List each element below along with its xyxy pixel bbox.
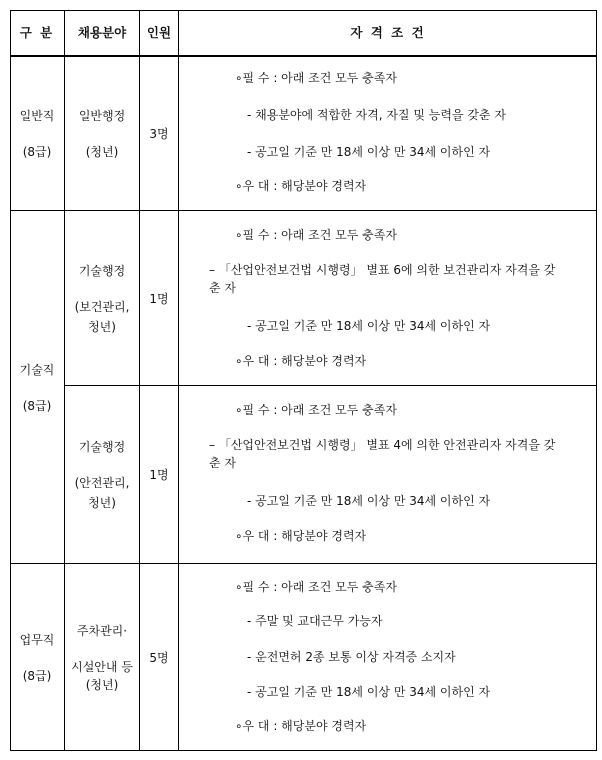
field-detail: (안전관리, [74,476,130,490]
headcount: 1명 [149,291,169,306]
required-line: ∘필 수 : 아래 조건 모두 충족자 [235,580,397,594]
field-name: 기술행정 [78,263,126,278]
preferred-line: ∘우 대 : 해당분야 경력자 [235,354,367,368]
field-name: 일반행정 [78,108,126,123]
qualification-cell [179,57,597,210]
header-category: 구 분 [19,25,55,40]
category-grade: (8급) [22,398,52,413]
row-divider [10,563,597,564]
field-detail: (보건관리, [74,299,130,314]
condition-line: - 운전면허 2종 보통 이상 자격증 소지자 [247,650,456,664]
category-grade: (8급) [22,668,52,683]
field-name-cont: 시설안내 등 [71,659,133,674]
field-detail: (청년) [85,144,119,159]
count-cell [140,212,178,385]
condition-line: - 채용분야에 적합한 자격, 자질 및 능력을 갖춘 자 [247,108,506,122]
condition-line-cont: 춘 자 [209,456,236,470]
condition-line: – 「산업안전보건법 시행령」 별표 6에 의한 보건관리자 자격을 갖 [209,263,556,277]
headcount: 1명 [149,468,169,482]
header-count: 인원 [146,25,172,40]
field-cell [65,212,139,385]
field-detail: (청년) [85,677,119,692]
condition-line: – 「산업안전보건법 시행령」 별표 4에 의한 안전관리자 자격을 갖 [209,438,556,452]
condition-line: - 공고일 기준 만 18세 이상 만 34세 이하인 자 [247,145,491,159]
required-line: ∘필 수 : 아래 조건 모두 충족자 [235,403,397,417]
condition-line: - 주말 및 교대근무 가능자 [247,614,383,628]
required-line: ∘필 수 : 아래 조건 모두 충족자 [235,228,397,242]
header-field: 채용분야 [77,25,127,40]
field-cell [65,387,139,563]
category-cell [10,212,64,563]
required-line: ∘필 수 : 아래 조건 모두 충족자 [235,71,397,85]
qualification-cell [179,212,597,385]
category-cell [10,565,64,750]
condition-line-cont: 춘 자 [209,281,236,295]
count-cell [140,387,178,563]
category-name: 업무직 [19,632,55,647]
count-cell [140,565,178,750]
preferred-line: ∘우 대 : 해당분야 경력자 [235,719,367,733]
category-cell [10,57,64,210]
category-name: 일반직 [19,108,55,123]
field-cell [65,57,139,210]
condition-line: - 공고일 기준 만 18세 이상 만 34세 이하인 자 [247,319,491,333]
field-detail: 청년) [88,496,116,510]
row-divider [10,210,597,211]
row-divider [64,385,597,386]
preferred-line: ∘우 대 : 해당분야 경력자 [235,179,367,193]
preferred-line: ∘우 대 : 해당분야 경력자 [235,529,367,543]
category-grade: (8급) [22,144,52,159]
category-name: 기술직 [19,362,55,377]
qualification-cell [179,387,597,563]
field-detail: 청년) [88,319,116,334]
field-name: 주차관리· [76,623,128,638]
count-cell [140,57,178,210]
headcount: 5명 [149,650,169,665]
headcount: 3명 [149,126,169,141]
field-cell [65,565,139,750]
condition-line: - 공고일 기준 만 18세 이상 만 34세 이하인 자 [247,494,491,508]
condition-line: - 공고일 기준 만 18세 이상 만 34세 이하인 자 [247,685,491,699]
qualification-cell [179,565,597,750]
header-qualification: 자 격 조 건 [350,25,426,40]
field-name: 기술행정 [78,440,126,454]
